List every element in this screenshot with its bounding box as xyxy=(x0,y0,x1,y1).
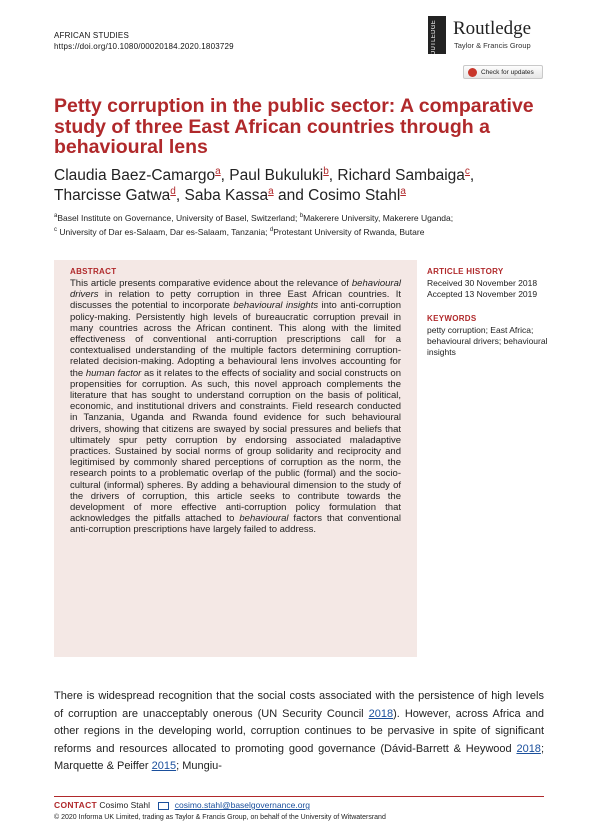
contact-label: CONTACT xyxy=(54,800,98,810)
author-affiliation-link[interactable]: c xyxy=(464,165,470,177)
body-segment: ; Mungiu- xyxy=(176,760,222,772)
author-name: Tharcisse Gatwa xyxy=(54,187,171,204)
received-date: Received 30 November 2018 xyxy=(427,278,538,288)
body-paragraph xyxy=(54,688,544,776)
abstract-segment: factors that conventional anti-corruption prescriptions have largely failed to address. xyxy=(70,513,401,536)
keywords-text: petty corruption; East Africa; behavioural drivers; behavioural insights xyxy=(427,325,548,357)
body-segment: ). However, across Africa and other regions in the developing world, corruption continues to be pervasive in spite of significant reforms and resources allocated to promoting good governance (Dávid-Barrett & Heywood xyxy=(54,707,545,755)
keywords-heading: KEYWORDS xyxy=(427,314,477,323)
author-affiliation-link[interactable]: a xyxy=(400,185,406,197)
routledge-logo-icon: ROUTLEDGE xyxy=(428,16,446,54)
body-segment: There is widespread recognition that the social costs associated with the persistence of high levels of corruption are unacceptably onerous (UN Security Council xyxy=(54,690,544,720)
abstract-text xyxy=(70,278,401,536)
abstract-emphasis: human factor xyxy=(85,367,142,379)
crossmark-icon xyxy=(468,68,477,77)
abstract-segment: as it relates to the effects of sociality and social constructs on propensities for corruption. As such, this novel approach complements the literature that has sought to understand corruption on the basis of political, economic, and institutional drivers and constraints. Field research conducted in Tanzania, Uganda and Rwanda found evidence for such behavioural drivers, showing that citizens are swayed by social pressures and beliefs that ultimately spur petty corruption by endorsing associated maladaptive practices. Sustained by social norms of group solidarity and reciprocity and legitimised by commonly shared perceptions of corruption as the norm, the research points to a problematic overlap of the public (formal) and the socio-cultural (informal) spheres. By adding a behavioural dimension to the study of the drivers of corruption, this article seeks to contribute towards the development of more effective anti-corruption policy formulation that acknowledges the pitfalls attached to xyxy=(70,367,401,525)
citation-link[interactable]: 2018 xyxy=(368,707,394,720)
affiliation-marker: a xyxy=(54,213,58,219)
journal-header xyxy=(54,30,234,52)
author-affiliation-link[interactable]: d xyxy=(170,185,176,197)
publisher-subtitle: Taylor & Francis Group xyxy=(454,41,531,50)
affiliation-text: Makerere University, Makerere Uganda; xyxy=(303,212,454,223)
author-name: Saba Kassa xyxy=(184,187,269,204)
abstract-emphasis: behavioural drivers xyxy=(70,278,401,301)
affiliation-text: Basel Institute on Governance, University of Basel, Switzerland; xyxy=(57,212,300,223)
check-for-updates-label: Check for updates xyxy=(481,69,534,76)
author-affiliation-link[interactable]: a xyxy=(215,165,221,177)
publisher-logo xyxy=(428,16,548,61)
author-name: Richard Sambaiga xyxy=(337,167,465,184)
affiliations xyxy=(54,210,554,239)
abstract-emphasis: behavioural insights xyxy=(233,300,319,312)
author-list xyxy=(54,166,554,206)
abstract-segment: into anti-corruption policy-making. Persistently high levels of bureaucratic corruption prevail in many countries across the African continent. This along with the limited effectiveness of conventional anti-corruption prescriptions call for a contextualised understanding of the multiple factors determining corruption-related decision-making. Adopting a behavioural lens involves accounting for the xyxy=(70,300,401,379)
author-name: Paul Bukuluki xyxy=(229,167,324,184)
abstract-heading: ABSTRACT xyxy=(70,267,117,276)
abstract-emphasis: behavioural xyxy=(239,513,289,525)
affiliation-marker: c xyxy=(54,227,57,234)
article-title: Petty corruption in the public sector: A comparative study of three East African countries through a behavioural lens xyxy=(54,95,534,158)
author-name: Cosimo Stahl xyxy=(308,187,401,204)
abstract-segment: in relation to petty corruption in three East African countries. It discusses the potential to incorporate xyxy=(70,289,401,312)
body-segment: ; Marquette & Peiffer xyxy=(54,742,544,772)
doi-link[interactable]: https://doi.org/10.1080/00020184.2020.1803729 xyxy=(54,42,234,51)
author-name: Claudia Baez-Camargo xyxy=(54,167,216,184)
author-separator: and xyxy=(273,187,309,204)
journal-name: AFRICAN STUDIES xyxy=(54,31,130,40)
footer-rule xyxy=(54,796,544,797)
copyright-notice: © 2020 Informa UK Limited, trading as Taylor & Francis Group, on behalf of the University of Witwatersrand xyxy=(54,814,386,821)
author-separator: , xyxy=(328,167,338,184)
affiliation-text: Protestant University of Rwanda, Butare xyxy=(273,227,425,238)
citation-link[interactable]: 2018 xyxy=(516,742,541,755)
author-separator: , xyxy=(175,187,185,204)
author-separator: , xyxy=(469,167,475,184)
email-icon xyxy=(158,802,169,810)
contact-line xyxy=(54,799,310,811)
publisher-name: Routledge xyxy=(453,18,532,39)
contact-name: Cosimo Stahl xyxy=(99,800,150,810)
accepted-date: Accepted 13 November 2019 xyxy=(427,289,538,299)
article-history-heading: ARTICLE HISTORY xyxy=(427,267,504,276)
affiliation-text: University of Dar es-Salaam, Dar es-Salaam, Tanzania; xyxy=(57,227,270,238)
check-for-updates-button[interactable] xyxy=(463,65,543,79)
affiliation-marker: d xyxy=(269,227,274,234)
author-affiliation-link[interactable]: a xyxy=(268,185,274,197)
abstract-segment: This article presents comparative evidence about the relevance of xyxy=(70,278,352,289)
author-separator: , xyxy=(220,167,230,184)
contact-email-link[interactable]: cosimo.stahl@baselgovernance.org xyxy=(174,800,310,810)
citation-link[interactable]: 2015 xyxy=(151,760,177,772)
author-affiliation-link[interactable]: b xyxy=(323,165,329,177)
affiliation-marker: b xyxy=(299,213,304,219)
